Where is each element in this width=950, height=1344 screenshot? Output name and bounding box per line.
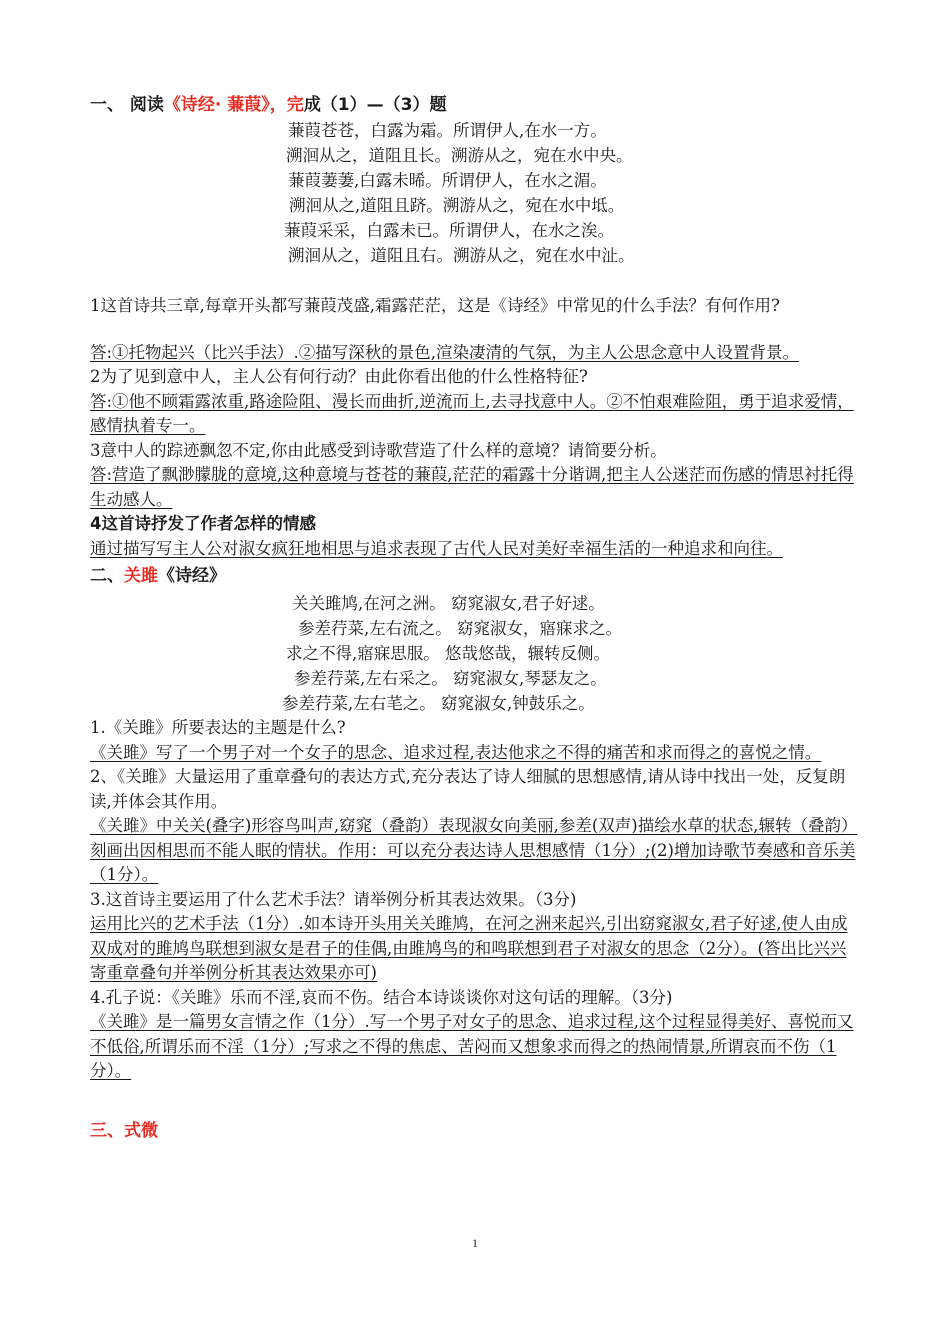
section2-question-2: 2、《关雎》大量运用了重章叠句的表达方式,充分表达了诗人细腻的思想感情,请从诗中找出一处，反复朗读,并体会其作用。 — [90, 767, 846, 811]
section2-question-3: 3.这首诗主要运用了什么艺术手法？请举例分析其表达效果。（3分) — [90, 889, 577, 909]
section2-heading-title: 关雎 — [124, 566, 158, 586]
section1-heading-suffix: 成（1）—（3）题 — [303, 95, 447, 115]
section2-question-4: 4.孔子说：《关雎》乐而不淫,哀而不伤。结合本诗谈谈你对这句话的理解。（3分) — [90, 987, 673, 1007]
section1-answer-3: 答:营造了飘渺朦胧的意境,这种意境与苍苍的蒹葭,茫茫的霜露十分谐调,把主人公迷茫而伤感的情思衬托得生动感人。 — [90, 465, 854, 509]
section3-heading: 三、式微 — [90, 1120, 158, 1141]
section2-poem — [90, 591, 862, 716]
section1-question-1: 1这首诗共三章,每章开头都写蒹葭茂盛,霜露茫茫，这是《诗经》中常见的什么手法？有何作用? — [90, 296, 780, 315]
document-page — [90, 90, 862, 1144]
section2-question-1: 1.《关雎》所要表达的主题是什么? — [90, 718, 346, 737]
section1-answer-1: 答:①托物起兴（比兴手法）.②描写深秋的景色,渲染凄清的气氛，为主人公思念意中人设置背景。 — [90, 342, 800, 362]
poem-line: 蒹葭苍苍，白露为霜。所谓伊人,在水一方。 — [288, 121, 607, 140]
poem-line: 参差荇菜,左右流之。 窈窕淑女，寤寐求之。 — [298, 619, 622, 638]
poem-line: 溯洄从之,道阻且跻。溯游从之，宛在水中坻。 — [289, 196, 625, 215]
section1-heading-prefix: 一、 阅读 — [90, 95, 164, 115]
poem-line: 溯洄从之，道阻且长。溯游从之，宛在水中央。 — [286, 146, 633, 165]
section1-poem — [90, 118, 862, 268]
section2-answer-4: 《关雎》是一篇男女言情之作（1分）.写一个男子对女子的思念、追求过程,这个过程显得美好、喜悦而又不低俗,所谓乐而不淫（1分）;写求之不得的焦虑、苦闷而又想象求而得之的热闹情景,所谓哀而不伤（1分）。 — [90, 1012, 854, 1080]
section1-question-2: 2为了见到意中人，主人公有何行动？由此你看出他的什么性格特征? — [90, 367, 588, 386]
poem-line: 蒹葭萋萋,白露未晞。所谓伊人，在水之湄。 — [288, 171, 607, 190]
section1-answer-2: 答:①他不顾霜露浓重,路途险阻、漫长而曲折,逆流而上,去寻找意中人。②不怕艰难险阻，勇于追求爱情，感情执着专一。 — [90, 391, 854, 435]
section1-question-3: 3意中人的踪迹飘忽不定,你由此感受到诗歌营造了什么样的意境？请简要分析。 — [90, 440, 667, 460]
section2-heading — [90, 563, 862, 589]
poem-line: 求之不得,寤寐思服。 悠哉悠哉，辗转反侧。 — [286, 644, 610, 663]
section1-heading — [90, 92, 862, 118]
poem-line: 溯洄从之，道阻且右。溯游从之，宛在水中沚。 — [288, 246, 635, 265]
poem-line: 关关雎鸠,在河之洲。 窈窕淑女,君子好逑。 — [292, 594, 605, 613]
section1-question-4: 4这首诗抒发了作者怎样的情感 — [90, 514, 316, 533]
poem-line: 参差荇菜,左右采之。 窈窕淑女,琴瑟友之。 — [294, 669, 607, 688]
section2-heading-prefix: 二、 — [90, 566, 124, 586]
section2-heading-suffix: 《诗经》 — [158, 566, 226, 586]
section1-answer-4: 通过描写写主人公对淑女疯狂地相思与追求表现了古代人民对美好幸福生活的一种追求和向往。 — [90, 538, 783, 558]
poem-line: 参差荇菜,左右芼之。 窈窕淑女,钟鼓乐之。 — [282, 694, 595, 713]
section2-answer-1: 《关雎》写了一个男子对一个女子的思念、追求过程,表达他求之不得的痛苦和求而得之的喜悦之情。 — [90, 742, 822, 762]
section2-answer-3: 运用比兴的艺术手法（1分）.如本诗开头用关关雎鸠，在河之洲来起兴,引出窈窕淑女,君子好逑,使人由成双成对的雎鸠鸟联想到淑女是君子的佳偶,由雎鸠鸟的和鸣联想到君子对淑女的思念（2分）。(答出比兴兴寄重章叠句并举例分析其表达效果亦可) — [90, 914, 848, 982]
poem-line: 蒹葭采采，白露未已。所谓伊人，在水之涘。 — [284, 221, 614, 240]
section1-heading-title: 《诗经· 蒹葭》，完 — [163, 95, 304, 115]
page-number: 1 — [472, 1236, 478, 1250]
section2-answer-2: 《关雎》中关关(叠字)形容鸟叫声,窈窕（叠韵）表现淑女向美丽,参差(双声)描绘水草的状态,辗转（叠韵）刻画出因相思而不能人眠的情状。作用：可以充分表达诗人思想感情（1分）;(2)增加诗歌节奏感和音乐美（1分）。 — [90, 816, 858, 884]
